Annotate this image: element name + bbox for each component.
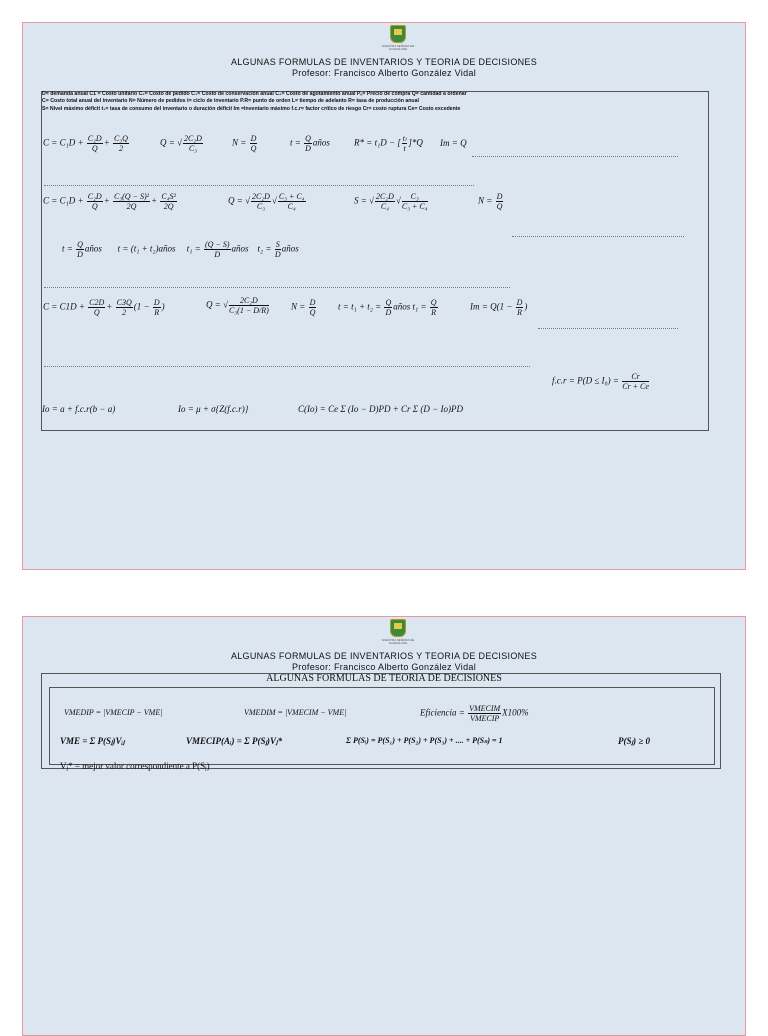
formula-t-2: t = $\frac{Q}{D}$ años t = (t₁ + t₂)años t₁ = $\frac{(Q - S)}{D}$ años t₂ = $\frac{S}{D}$ años: [62, 240, 299, 259]
formula-vmedip: VMEDIP = |VMECIP − VME|: [64, 708, 163, 717]
formula-prob-sum: Σ P(Sᵢ) = P(S₁) + P(S₂) + P(S₃) + .... + P(Sₙ) = 1: [346, 736, 503, 745]
symbol-legend: [42, 91, 692, 113]
school-logo: NUESTRA SEÑORA DE GUADALUPE: [376, 25, 420, 55]
formula-vmedim: VMEDIM = |VMECIM − VME|: [244, 708, 347, 717]
formula-n-2: N = $\frac{D}{Q}$: [478, 192, 503, 211]
inner-box: [49, 687, 715, 765]
professor-line: Profesor: Francisco Alberto González Vidal: [291, 68, 477, 78]
legend-line-2: C= Costo total anual del inventario N= Número de pedidos t= ciclo de inventario P.R= punto de orden L= tiempo de adelanto R= tasa de producción anual: [42, 98, 419, 105]
legend-line-1: D= demanda anual C1 = Costo unitario C₂= Costo de pedido C₃= Costo de conservación anual C₄= Costo de agotamiento anual Pₑ= Precio de compra Q= cantidad a ordenar: [42, 91, 467, 97]
dotted-line: [538, 328, 678, 329]
formula-total-cost-shortage: C = C₁D + $\frac{\text{C₂D}}{Q}$ + $\frac{\text{C₃(Q − S)²}}{2Q}$ + $\frac{\text{C₄S²}}{2Q}$: [43, 192, 176, 211]
formula-eoq-production: Q = √ $\frac{\text{2C₂D}}{\text{C₃(1 − D/R)}}$: [206, 296, 269, 315]
school-logo: NUESTRA SEÑORA DE GUADALUPE: [376, 619, 420, 649]
dotted-line: [44, 287, 510, 288]
page-title: ALGUNAS FORMULAS DE INVENTARIOS Y TEORIA DE DECISIONES: [230, 57, 538, 67]
page-2: [22, 616, 746, 1036]
professor-line: Profesor: Francisco Alberto González Vidal: [291, 662, 477, 672]
formula-eoq: Q = √ $\frac{\text{2C₂D}}{\text{C₃}}$: [160, 134, 202, 153]
formula-production-cost: C = C1D + $\frac{C2D}{Q}$ + $\frac{C3Q}{2}$ (1 − $\frac{D}{R}$ ): [43, 298, 165, 317]
formula-cost-io: C(Io) = Ce Σ (Io − D)PD + Cr Σ (D − Io)PD: [298, 404, 463, 414]
dotted-line: [44, 185, 474, 186]
formula-io-normal: Io = μ + σ{Z(f.c.r)}: [178, 404, 249, 414]
formula-n: N = $\frac{D}{Q}$: [232, 134, 257, 153]
formula-vmecip: VMECIP(Aᵢ) = Σ P(Sⱼ)Vⱼ*: [186, 736, 283, 746]
page-title: ALGUNAS FORMULAS DE INVENTARIOS Y TEORIA DE DECISIONES: [230, 651, 538, 661]
formula-eoq-shortage: Q = √ $\frac{\text{2C₂D}}{\text{C₃}}$ √ $\frac{\text{C₃ + C₄}}{\text{C₄}}$: [228, 192, 305, 211]
formula-im: Im = Q: [440, 138, 467, 148]
shield-icon: [390, 619, 406, 637]
formula-prob-nonneg: P(Sⱼ) ≥ 0: [618, 736, 651, 746]
dotted-line: [44, 366, 530, 367]
formula-vme: VME = Σ P(Sⱼ)Vᵢⱼ: [60, 736, 125, 746]
best-value-note: Vⱼ* = mejor valor correspondiente a P(Sⱼ): [60, 761, 210, 771]
decision-theory-title: ALGUNAS FORMULAS DE TEORIA DE DECISIONES: [266, 673, 502, 684]
formula-io-uniform: Io = a + f.c.r(b − a): [42, 404, 116, 414]
formula-total-cost: C = C₁D + $\frac{\text{C₂D}}{Q}$ + $\frac{\text{C₃Q}}{2}$: [43, 134, 128, 153]
formula-t-3: t = t₁ + t₂ = $\frac{Q}{D}$ años t₁ = $\frac{Q}{R}$: [338, 298, 437, 317]
formula-im-2: Im = Q(1 − $\frac{D}{R}$ ): [470, 298, 528, 317]
formula-n-3: N = $\frac{D}{Q}$: [291, 298, 316, 317]
formula-efficiency: Eficiencia = $\frac{\text{VMECIM}}{\text{VMECIP}}$ X100%: [420, 704, 529, 723]
formula-s: S = √ $\frac{\text{2C₂D}}{\text{C₄}}$ √ $\frac{\text{C₃}}{\text{C₃ + C₄}}$: [354, 192, 428, 211]
formula-fcr: f.c.r = P(D ≤ I₀) = $\frac{Cr}{Cr + Ce}$: [552, 372, 649, 391]
legend-line-3: S= Nivel máximo déficit t₁= tasa de consumo del inventario o duración déficit Im =Inventario máximo f.c.r= factor crítico de riesgo Cr= costo ruptura Ce= Costo excedente: [42, 105, 461, 112]
formula-t: t = $\frac{Q}{D}$ años: [290, 134, 330, 153]
dotted-line: [472, 156, 678, 157]
shield-icon: [390, 25, 406, 43]
dotted-line: [512, 236, 684, 237]
formula-reorder: R* = t₁D − [ $\frac{\text{tₗ}}{t}$ ]*Q: [354, 134, 423, 153]
